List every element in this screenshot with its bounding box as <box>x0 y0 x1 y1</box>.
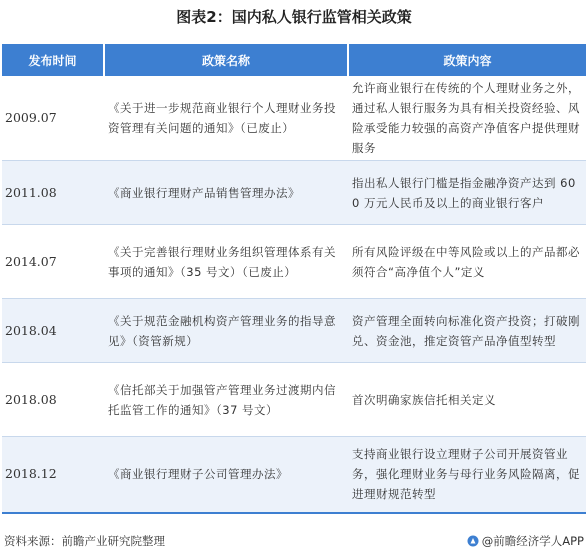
table-row <box>2 225 586 299</box>
brand-logo-icon <box>467 535 479 547</box>
table-row <box>2 299 586 363</box>
source-note: 资料来源：前瞻产业研究院整理 <box>4 534 165 548</box>
row-policy-content: 所有风险评级在中等风险或以上的产品都必须符合“高净值个人”定义 <box>348 225 586 299</box>
row-policy-content: 支持商业银行设立理财子公司开展资管业务，强化理财业务与母行业务风险隔离，促进理财规范转型 <box>348 437 586 513</box>
chart-title: 图表2：国内私人银行监管相关政策 <box>176 8 412 26</box>
row-date: 2011.08 <box>2 161 104 225</box>
brand-credit <box>467 531 584 551</box>
row-policy-name: 《关于完善银行理财业务组织管理体系有关事项的通知》（35 号文）（已废止） <box>104 225 348 299</box>
header-policy-name: 政策名称 <box>104 44 348 76</box>
row-policy-content: 允许商业银行在传统的个人理财业务之外，通过私人银行服务为具有相关投资经验、风险承受能力较强的高资产净值客户提供理财服务 <box>348 76 586 161</box>
row-policy-name: 《商业银行理财产品销售管理办法》 <box>104 161 348 225</box>
table-row <box>2 161 586 225</box>
row-policy-name: 《商业银行理财子公司管理办法》 <box>104 437 348 513</box>
row-policy-name: 《关于规范金融机构资产管理业务的指导意见》（资管新规） <box>104 299 348 363</box>
row-policy-content: 首次明确家族信托相关定义 <box>348 363 586 437</box>
footer <box>4 531 584 551</box>
table-row <box>2 437 586 513</box>
row-policy-name: 《信托部关于加强管产管理业务过渡期内信托监管工作的通知》（37 号文） <box>104 363 348 437</box>
row-date: 2018.08 <box>2 363 104 437</box>
table-row <box>2 363 586 437</box>
brand-text: @前瞻经济学人APP <box>481 534 584 548</box>
row-policy-content: 资产管理全面转向标准化资产投资；打破刚兑、资金池，推定资管产品净值型转型 <box>348 299 586 363</box>
row-date: 2018.12 <box>2 437 104 513</box>
table-row <box>2 76 586 161</box>
policy-table <box>2 44 586 514</box>
header-date: 发布时间 <box>2 44 104 76</box>
row-date: 2018.04 <box>2 299 104 363</box>
header-policy-content: 政策内容 <box>348 44 586 76</box>
table-header-row <box>2 44 586 76</box>
row-policy-name: 《关于进一步规范商业银行个人理财业务投资管理有关问题的通知》（已废止） <box>104 76 348 161</box>
row-policy-content: 指出私人银行门槛是指金融净资产达到 600 万元人民币及以上的商业银行客户 <box>348 161 586 225</box>
row-date: 2014.07 <box>2 225 104 299</box>
row-date: 2009.07 <box>2 76 104 161</box>
